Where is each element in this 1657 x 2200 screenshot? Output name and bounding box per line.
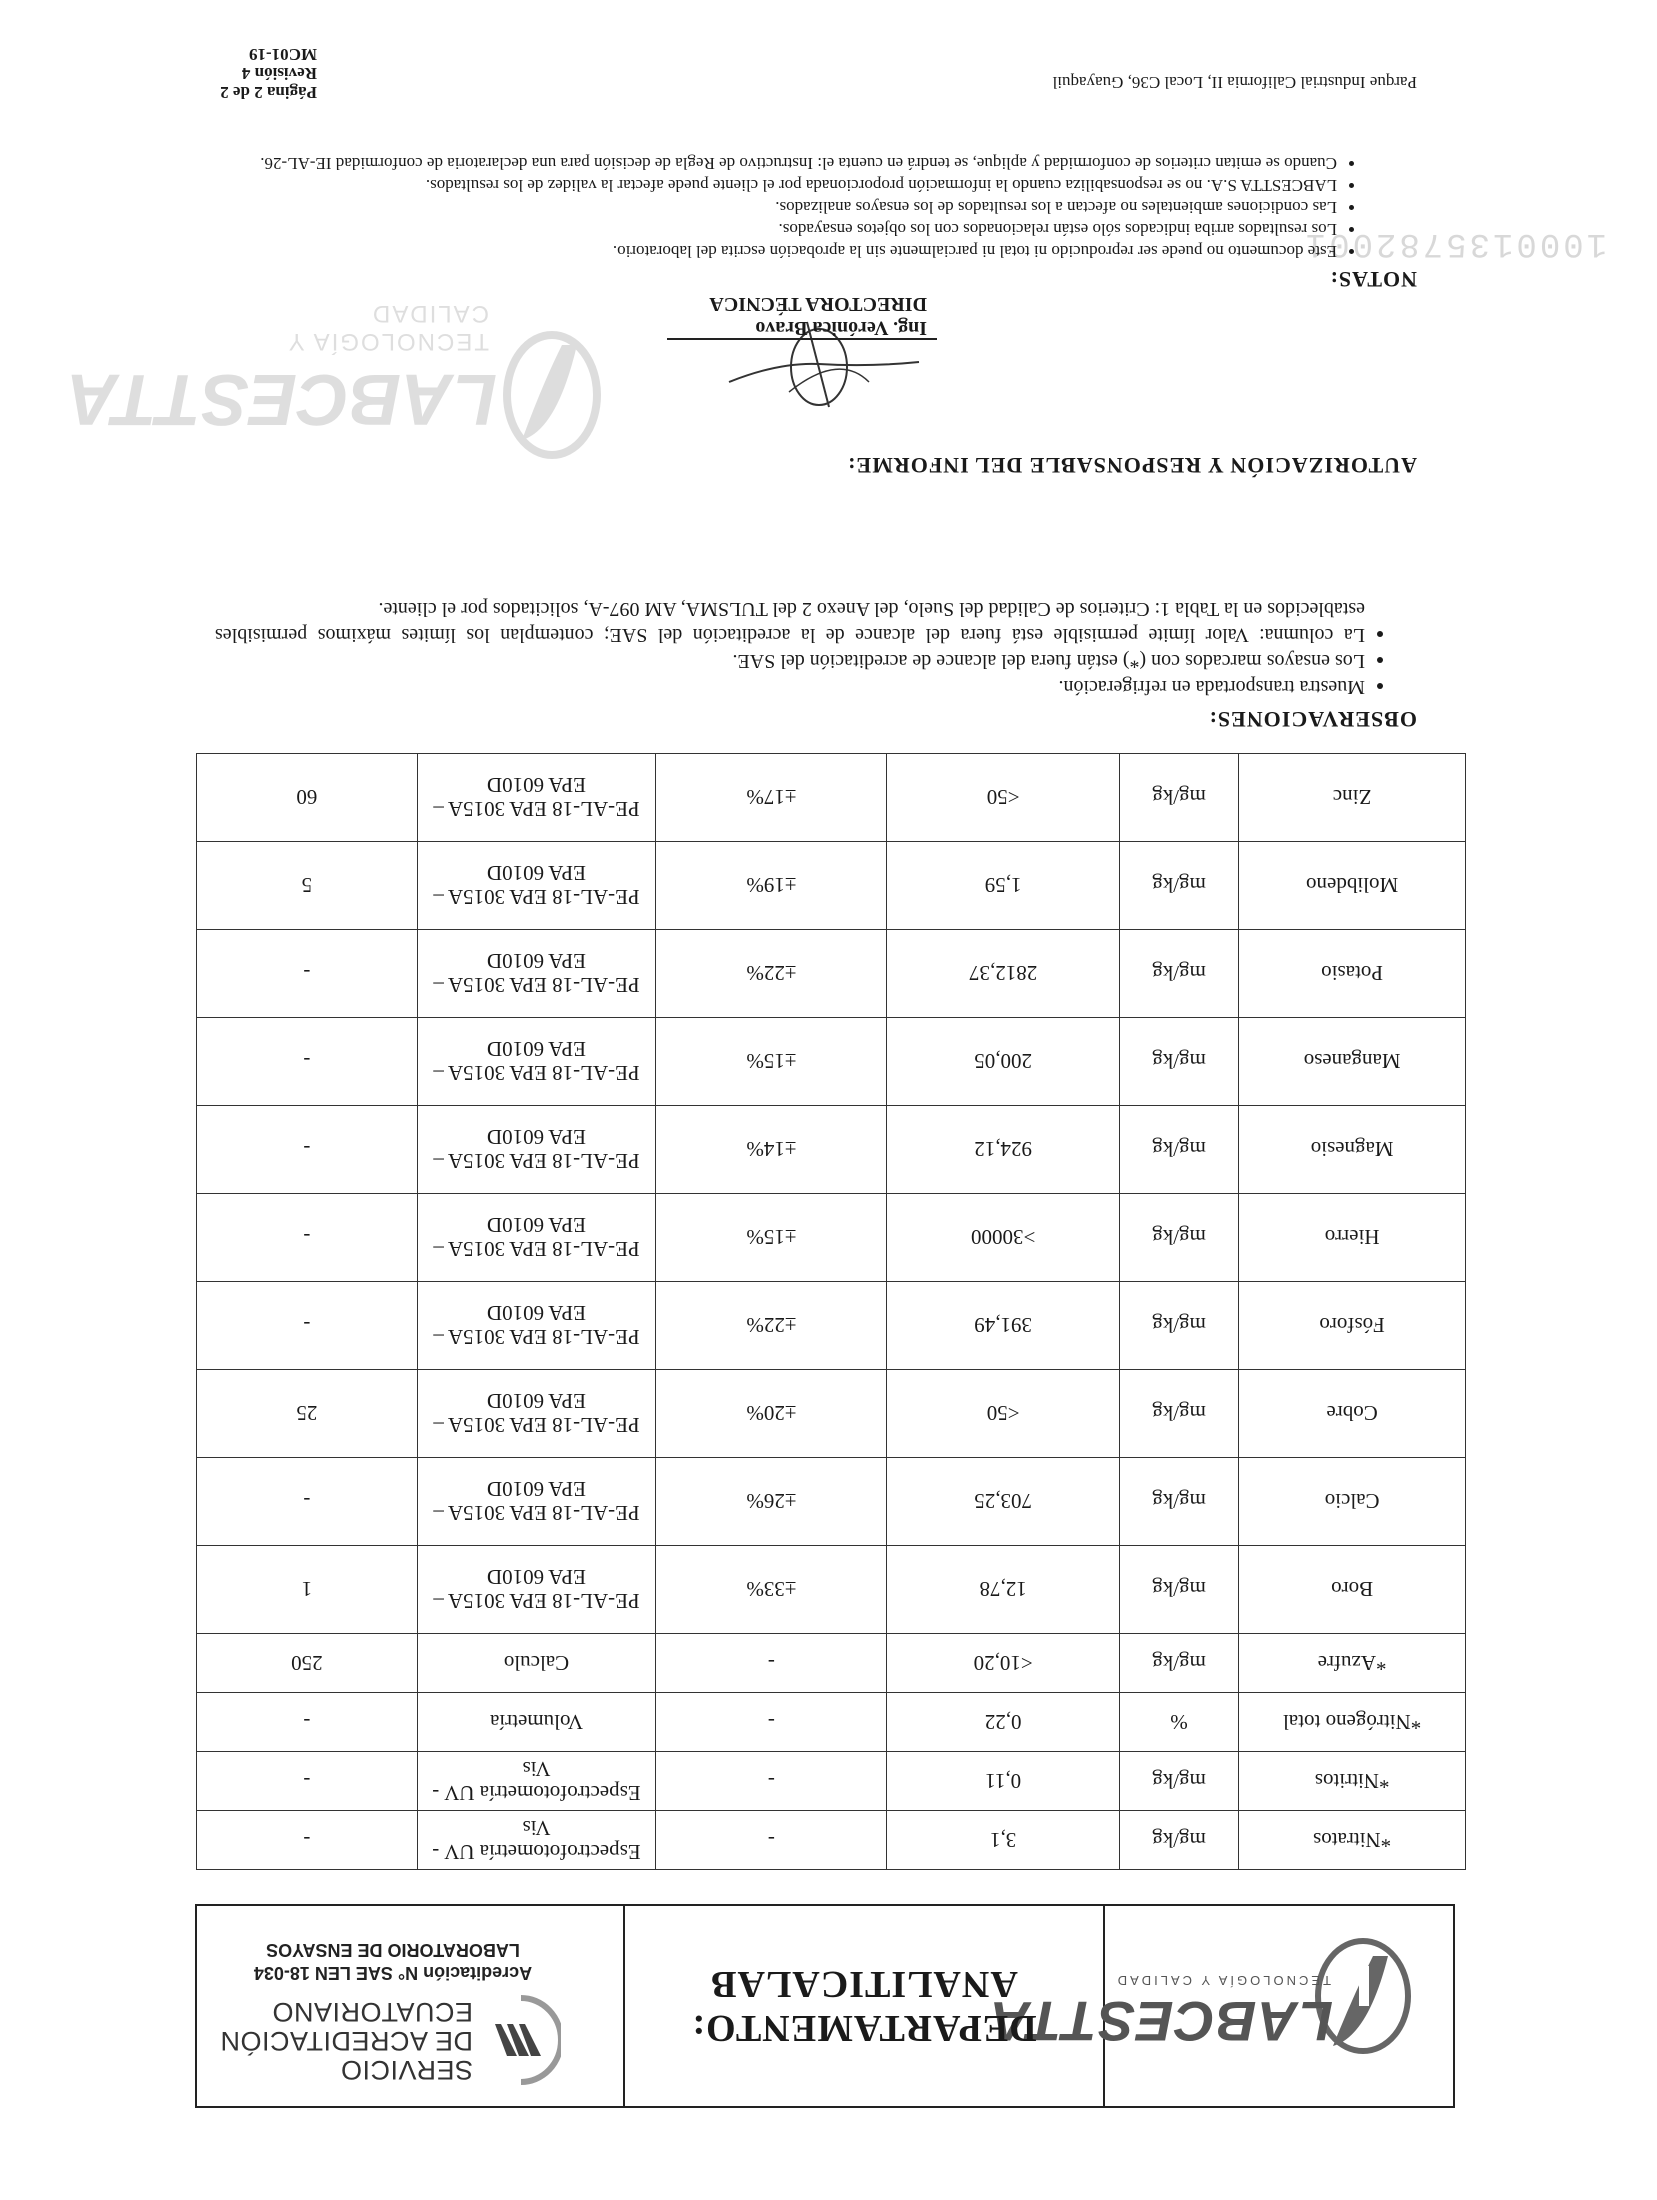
report-header: [195, 1904, 1455, 2108]
limit-cell: -: [197, 1106, 418, 1194]
authorization-title: AUTORIZACIÓN Y RESPONSABLE DEL INFORME:: [847, 453, 1417, 478]
unit-cell: mg/kg: [1119, 1752, 1238, 1811]
method-cell: PE-AL-18 EPA 3015A – EPA 6010D: [417, 1458, 655, 1546]
sae-name-line3: ECUATORIANO: [271, 1997, 473, 2027]
signatory-position: DIRECTORA TÉCNICA: [709, 293, 927, 315]
uncertainty-cell: -: [656, 1634, 887, 1693]
parameter-cell: Calcio: [1239, 1458, 1466, 1546]
parameter-cell: Molibdeno: [1239, 842, 1466, 930]
table-row: [197, 1693, 1466, 1752]
parameter-cell: Boro: [1239, 1546, 1466, 1634]
table-row: [197, 1634, 1466, 1693]
unit-cell: mg/kg: [1119, 1106, 1238, 1194]
page-number: Página 2 de 2: [220, 83, 317, 102]
unit-cell: mg/kg: [1119, 1282, 1238, 1370]
method-cell: Calculo: [417, 1634, 655, 1693]
footer-address: Parque Industrial California II, Local C36, Guayaquil: [1052, 73, 1417, 92]
unit-cell: mg/kg: [1119, 1018, 1238, 1106]
uncertainty-cell: -: [656, 1752, 887, 1811]
note-item: • Los resultados arriba indicados sólo están relacionados con los objetos ensayados.: [217, 218, 1337, 240]
observation-item: • La columna: Valor límite permisible está fuera del alcance de la acreditación del SAE; contemplan los límites máximos permisibles establecidos en la Tabla 1: Criterios de Calidad del Suelo, del Anexo 2 del TULSMA, AM 097-A, solicitados por el cliente.: [215, 596, 1365, 648]
parameter-cell: *Nitratos: [1239, 1811, 1466, 1870]
limit-cell: -: [197, 1194, 418, 1282]
company-stamp: [66, 280, 607, 480]
note-item: • LABCESTTA S.A. no se responsabiliza cuando la información proporcionada por el cliente puede afectar la validez de los resultados.: [217, 174, 1337, 196]
table-row: [197, 1370, 1466, 1458]
unit-cell: mg/kg: [1119, 1370, 1238, 1458]
uncertainty-cell: ±22%: [656, 930, 887, 1018]
unit-cell: mg/kg: [1119, 1546, 1238, 1634]
table-row: [197, 1458, 1466, 1546]
department-label: DEPARTAMENTO:: [691, 2007, 1037, 2049]
method-cell: PE-AL-18 EPA 3015A – EPA 6010D: [417, 1194, 655, 1282]
result-cell: <50: [887, 754, 1119, 842]
note-item: • Este documento no puede ser reproducido ni total ni parcialmente sin la aprobación escrita del laboratorio.: [217, 240, 1337, 262]
unit-cell: mg/kg: [1119, 1811, 1238, 1870]
department-cell: [623, 1906, 1103, 2106]
table-row: [197, 1106, 1466, 1194]
uncertainty-cell: ±26%: [656, 1458, 887, 1546]
limit-cell: 250: [197, 1634, 418, 1693]
result-cell: 391,49: [887, 1282, 1119, 1370]
sae-name-line2: DE ACREDITACIÓN: [219, 2026, 473, 2056]
method-cell: PE-AL-18 EPA 3015A – EPA 6010D: [417, 1018, 655, 1106]
table-row: [197, 754, 1466, 842]
document-code: MC01-19: [249, 45, 317, 64]
note-item: • Cuando se emitan criterios de conformidad y aplique, se tendrá en cuenta el: Instructivo de Regla de decisión para una declaratoria de conformidad IE-AL-26.: [217, 152, 1337, 174]
method-cell: PE-AL-18 EPA 3015A – EPA 6010D: [417, 1282, 655, 1370]
sae-name: [220, 1997, 473, 2084]
limit-cell: -: [197, 930, 418, 1018]
method-cell: Espectrofotometría UV - Vis: [417, 1811, 655, 1870]
sae-name-line1: SERVICIO: [340, 2055, 473, 2085]
unit-cell: mg/kg: [1119, 754, 1238, 842]
method-cell: PE-AL-18 EPA 3015A – EPA 6010D: [417, 1546, 655, 1634]
uncertainty-cell: ±19%: [656, 842, 887, 930]
observations-list: [215, 596, 1387, 700]
limit-cell: 1: [197, 1546, 418, 1634]
result-cell: >30000: [887, 1194, 1119, 1282]
result-cell: 200,05: [887, 1018, 1119, 1106]
observation-item: • Los ensayos marcados con (*) están fuera del alcance de acreditación del SAE.: [215, 648, 1365, 674]
observation-item: • Muestra transportada en refrigeración.: [215, 674, 1365, 700]
uncertainty-cell: ±33%: [656, 1546, 887, 1634]
unit-cell: mg/kg: [1119, 1194, 1238, 1282]
limit-cell: -: [197, 1693, 418, 1752]
method-cell: PE-AL-18 EPA 3015A – EPA 6010D: [417, 1106, 655, 1194]
unit-cell: mg/kg: [1119, 930, 1238, 1018]
sae-accreditation-cell: [197, 1906, 623, 2106]
uncertainty-cell: -: [656, 1811, 887, 1870]
accreditation-number: Acreditación N° SAE LEN 18-034: [253, 1963, 533, 1983]
parameter-cell: *Nitrógeno total: [1239, 1693, 1466, 1752]
parameter-cell: Potasio: [1239, 930, 1466, 1018]
result-cell: 0,11: [887, 1752, 1119, 1811]
result-cell: 2812,37: [887, 930, 1119, 1018]
observations-title: OBSERVACIONES:: [1208, 707, 1417, 732]
limit-cell: 60: [197, 754, 418, 842]
labcestta-logo-text: LABCESTTA: [989, 1990, 1333, 2053]
limit-cell: -: [197, 1811, 418, 1870]
sae-logo-icon: [481, 1994, 561, 2086]
table-row: [197, 1194, 1466, 1282]
parameter-cell: Manganeso: [1239, 1018, 1466, 1106]
notes-list: [217, 152, 1357, 262]
uncertainty-cell: ±22%: [656, 1282, 887, 1370]
parameter-cell: Hierro: [1239, 1194, 1466, 1282]
table-row: [197, 1811, 1466, 1870]
table-row: [197, 1546, 1466, 1634]
results-table-body: [197, 754, 1466, 1870]
result-cell: <10,20: [887, 1634, 1119, 1693]
note-item: • Las condiciones ambientales no afectan a los resultados de los ensayos analizados.: [217, 196, 1337, 218]
uncertainty-cell: -: [656, 1693, 887, 1752]
parameter-cell: *Nitritos: [1239, 1752, 1466, 1811]
parameter-cell: *Azufre: [1239, 1634, 1466, 1693]
result-cell: 703,25: [887, 1458, 1119, 1546]
table-row: [197, 1018, 1466, 1106]
parameter-cell: Cobre: [1239, 1370, 1466, 1458]
uncertainty-cell: ±20%: [656, 1370, 887, 1458]
result-cell: <50: [887, 1370, 1119, 1458]
method-cell: PE-AL-18 EPA 3015A – EPA 6010D: [417, 754, 655, 842]
revision-number: Revisión 4: [241, 64, 317, 83]
table-row: [197, 1752, 1466, 1811]
uncertainty-cell: ±15%: [656, 1018, 887, 1106]
parameter-cell: Zinc: [1239, 754, 1466, 842]
stamp-number: 1000135782001: [1302, 224, 1607, 262]
accreditation-lab-type: LABORATORIO DE ENSAYOS: [266, 1940, 520, 1960]
notes-title: NOTAS:: [1329, 267, 1417, 292]
method-cell: Volumetría: [417, 1693, 655, 1752]
results-table: [196, 753, 1466, 1870]
table-row: [197, 1282, 1466, 1370]
accreditation-info: [223, 1938, 563, 1984]
method-cell: PE-AL-18 EPA 3015A – EPA 6010D: [417, 842, 655, 930]
result-cell: 924,12: [887, 1106, 1119, 1194]
labcestta-logo-cell: [989, 1906, 1453, 2106]
unit-cell: mg/kg: [1119, 842, 1238, 930]
stamp-tagline: TECNOLOGÍA Y CALIDAD: [287, 300, 489, 355]
limit-cell: -: [197, 1018, 418, 1106]
method-cell: PE-AL-18 EPA 3015A – EPA 6010D: [417, 930, 655, 1018]
limit-cell: -: [197, 1752, 418, 1811]
result-cell: 12,78: [887, 1546, 1119, 1634]
stamp-word: LABCESTTA: [66, 359, 497, 439]
unit-cell: %: [1119, 1693, 1238, 1752]
limit-cell: 25: [197, 1370, 418, 1458]
limit-cell: -: [197, 1282, 418, 1370]
result-cell: 1,59: [887, 842, 1119, 930]
uncertainty-cell: ±17%: [656, 754, 887, 842]
stamp-logo-icon: [497, 320, 607, 470]
uncertainty-cell: ±15%: [656, 1194, 887, 1282]
table-row: [197, 842, 1466, 930]
uncertainty-cell: ±14%: [656, 1106, 887, 1194]
method-cell: PE-AL-18 EPA 3015A – EPA 6010D: [417, 1370, 655, 1458]
result-cell: 0,22: [887, 1693, 1119, 1752]
table-row: [197, 930, 1466, 1018]
parameter-cell: Magnesio: [1239, 1106, 1466, 1194]
labcestta-tagline: TECNOLOGÍA Y CALIDAD: [1114, 1973, 1331, 1988]
limit-cell: 5: [197, 842, 418, 930]
unit-cell: mg/kg: [1119, 1458, 1238, 1546]
method-cell: Espectrofotometría UV - Vis: [417, 1752, 655, 1811]
result-cell: 3,1: [887, 1811, 1119, 1870]
parameter-cell: Fósforo: [1239, 1282, 1466, 1370]
footer-page-info: [220, 45, 317, 102]
department-name: ANALITICALAB: [710, 1963, 1018, 2005]
signatory-name: Ing. Verónica Bravo: [755, 317, 927, 339]
limit-cell: -: [197, 1458, 418, 1546]
unit-cell: mg/kg: [1119, 1634, 1238, 1693]
